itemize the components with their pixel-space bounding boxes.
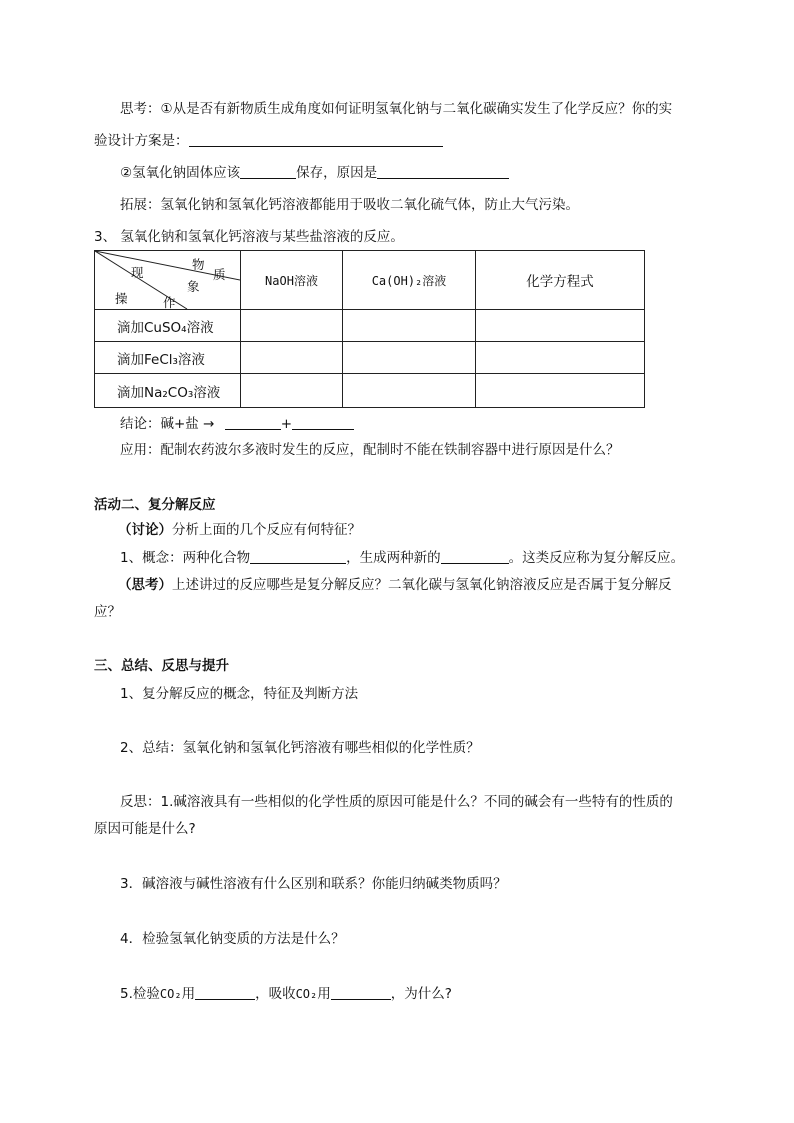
question-5-co2-b: CO₂ bbox=[295, 987, 318, 1001]
reflection-text: 反思：1.碱溶液具有一些相似的化学性质的原因可能是什么？不同的碱会有一些特有的性质的 bbox=[120, 794, 673, 810]
reflection-line-cont bbox=[94, 819, 196, 839]
activity-2-title-text: 活动二、复分解反应 bbox=[94, 497, 216, 513]
think-text: 上述讲过的反应哪些是复分解反应？二氧化碳与氢氧化钠溶液反应是否属于复分解反 bbox=[172, 577, 672, 593]
application-text: 应用：配制农药波尔多液时发生的反应，配制时不能在铁制容器中进行原因是什么？ bbox=[120, 442, 620, 458]
design-plan-label: 验设计方案是： bbox=[94, 133, 189, 149]
reflection-line bbox=[120, 792, 673, 812]
cell-cuso4-equation[interactable] bbox=[476, 310, 645, 342]
diagonal-header-cell bbox=[95, 251, 241, 310]
row-label-na2co3: 滴加Na₂CO₃溶液 bbox=[95, 374, 241, 408]
activity-2-title bbox=[94, 495, 216, 515]
diag-label-zhi: 质 bbox=[213, 267, 226, 282]
conclusion-plus: + bbox=[280, 416, 293, 432]
question-5-part-a: 5.检验 bbox=[120, 986, 160, 1002]
think-question-1 bbox=[120, 99, 672, 119]
discussion-label: （讨论） bbox=[118, 522, 172, 538]
question-5-part-c: ，吸收 bbox=[255, 986, 296, 1002]
cell-cuso4-naoh[interactable] bbox=[241, 310, 343, 342]
question-5 bbox=[120, 984, 452, 1004]
header-equation: 化学方程式 bbox=[476, 251, 645, 310]
think-question-2-part-b: 保存，原因是 bbox=[296, 165, 378, 181]
conclusion-line bbox=[120, 414, 354, 434]
section-3-item-2-text: 2、总结：氢氧化钠和氢氧化钙溶液有哪些相似的化学性质？ bbox=[120, 740, 480, 756]
question-5-blank-2[interactable] bbox=[331, 985, 391, 1000]
question-4-text: 4．检验氢氧化钠变质的方法是什么？ bbox=[120, 931, 345, 947]
question-5-part-e: ，为什么? bbox=[390, 986, 452, 1002]
think-question-2-part-a: ②氢氧化钠固体应该 bbox=[120, 165, 241, 181]
item-3-text: 3、 氢氧化钠和氢氧化钙溶液与某些盐溶液的反应。 bbox=[94, 229, 404, 245]
extension-text: 拓展：氢氧化钠和氢氧化钙溶液都能用于吸收二氧化硫气体，防止大气污染。 bbox=[120, 197, 579, 213]
concept-blank-2[interactable] bbox=[441, 549, 509, 564]
cell-na2co3-naoh[interactable] bbox=[241, 374, 343, 408]
cell-fecl3-equation[interactable] bbox=[476, 342, 645, 374]
question-5-co2-a: CO₂ bbox=[159, 987, 182, 1001]
concept-line bbox=[120, 548, 684, 568]
header-caoh2: Ca(OH)₂溶液 bbox=[343, 251, 476, 310]
diag-label-wu: 物 bbox=[192, 257, 205, 272]
discussion-text: 分析上面的几个反应有何特征？ bbox=[172, 522, 361, 538]
think-line-cont bbox=[94, 602, 121, 622]
question-3 bbox=[120, 874, 507, 894]
discussion-line bbox=[118, 520, 361, 540]
conclusion-text: 结论：碱+盐 → bbox=[120, 416, 215, 432]
question-3-text: 3．碱溶液与碱性溶液有什么区别和联系？你能归纳碱类物质吗？ bbox=[120, 876, 507, 892]
design-plan-blank[interactable] bbox=[189, 132, 443, 147]
row-label-fecl3: 滴加FeCl₃溶液 bbox=[95, 342, 241, 374]
think-text-cont: 应？ bbox=[94, 604, 121, 620]
extension-note bbox=[120, 195, 579, 215]
reflection-text-cont: 原因可能是什么? bbox=[94, 821, 196, 837]
diag-label-cao: 操 bbox=[115, 291, 128, 306]
header-naoh: NaOH溶液 bbox=[241, 251, 343, 310]
section-3-title-text: 三、总结、反思与提升 bbox=[94, 658, 229, 674]
think-label: （思考） bbox=[118, 577, 172, 593]
conclusion-blank-1[interactable] bbox=[225, 415, 281, 430]
concept-part-b: ，生成两种新的 bbox=[346, 550, 441, 566]
section-3-item-1 bbox=[120, 684, 358, 704]
think-line bbox=[118, 575, 672, 595]
concept-blank-1[interactable] bbox=[250, 549, 346, 564]
question-5-part-d: 用 bbox=[317, 986, 331, 1002]
row-label-cuso4: 滴加CuSO₄溶液 bbox=[95, 310, 241, 342]
concept-part-c: 。这类反应称为复分解反应。 bbox=[508, 550, 685, 566]
question-5-blank-1[interactable] bbox=[195, 985, 255, 1000]
application-line bbox=[120, 440, 620, 460]
diag-label-zuo: 作 bbox=[163, 295, 176, 310]
design-plan-line bbox=[94, 131, 443, 151]
item-3-heading bbox=[94, 227, 404, 247]
think-question-1-text: 思考：①从是否有新物质生成角度如何证明氢氧化钠与二氧化碳确实发生了化学反应？你的实 bbox=[120, 101, 673, 117]
think-question-2 bbox=[120, 163, 509, 183]
storage-blank[interactable] bbox=[240, 164, 296, 179]
section-3-item-2 bbox=[120, 738, 480, 758]
diag-label-xian: 现 bbox=[131, 265, 144, 280]
diag-label-xiang: 象 bbox=[187, 279, 200, 294]
reaction-table bbox=[94, 250, 645, 408]
concept-part-a: 1、概念：两种化合物 bbox=[120, 550, 251, 566]
cell-na2co3-equation[interactable] bbox=[476, 374, 645, 408]
conclusion-blank-2[interactable] bbox=[292, 415, 354, 430]
section-3-title bbox=[94, 656, 229, 676]
cell-na2co3-caoh2[interactable] bbox=[343, 374, 476, 408]
cell-fecl3-caoh2[interactable] bbox=[343, 342, 476, 374]
cell-fecl3-naoh[interactable] bbox=[241, 342, 343, 374]
cell-cuso4-caoh2[interactable] bbox=[343, 310, 476, 342]
reason-blank[interactable] bbox=[377, 164, 509, 179]
question-4 bbox=[120, 929, 345, 949]
question-5-part-b: 用 bbox=[181, 986, 196, 1002]
section-3-item-1-text: 1、复分解反应的概念，特征及判断方法 bbox=[120, 686, 359, 702]
